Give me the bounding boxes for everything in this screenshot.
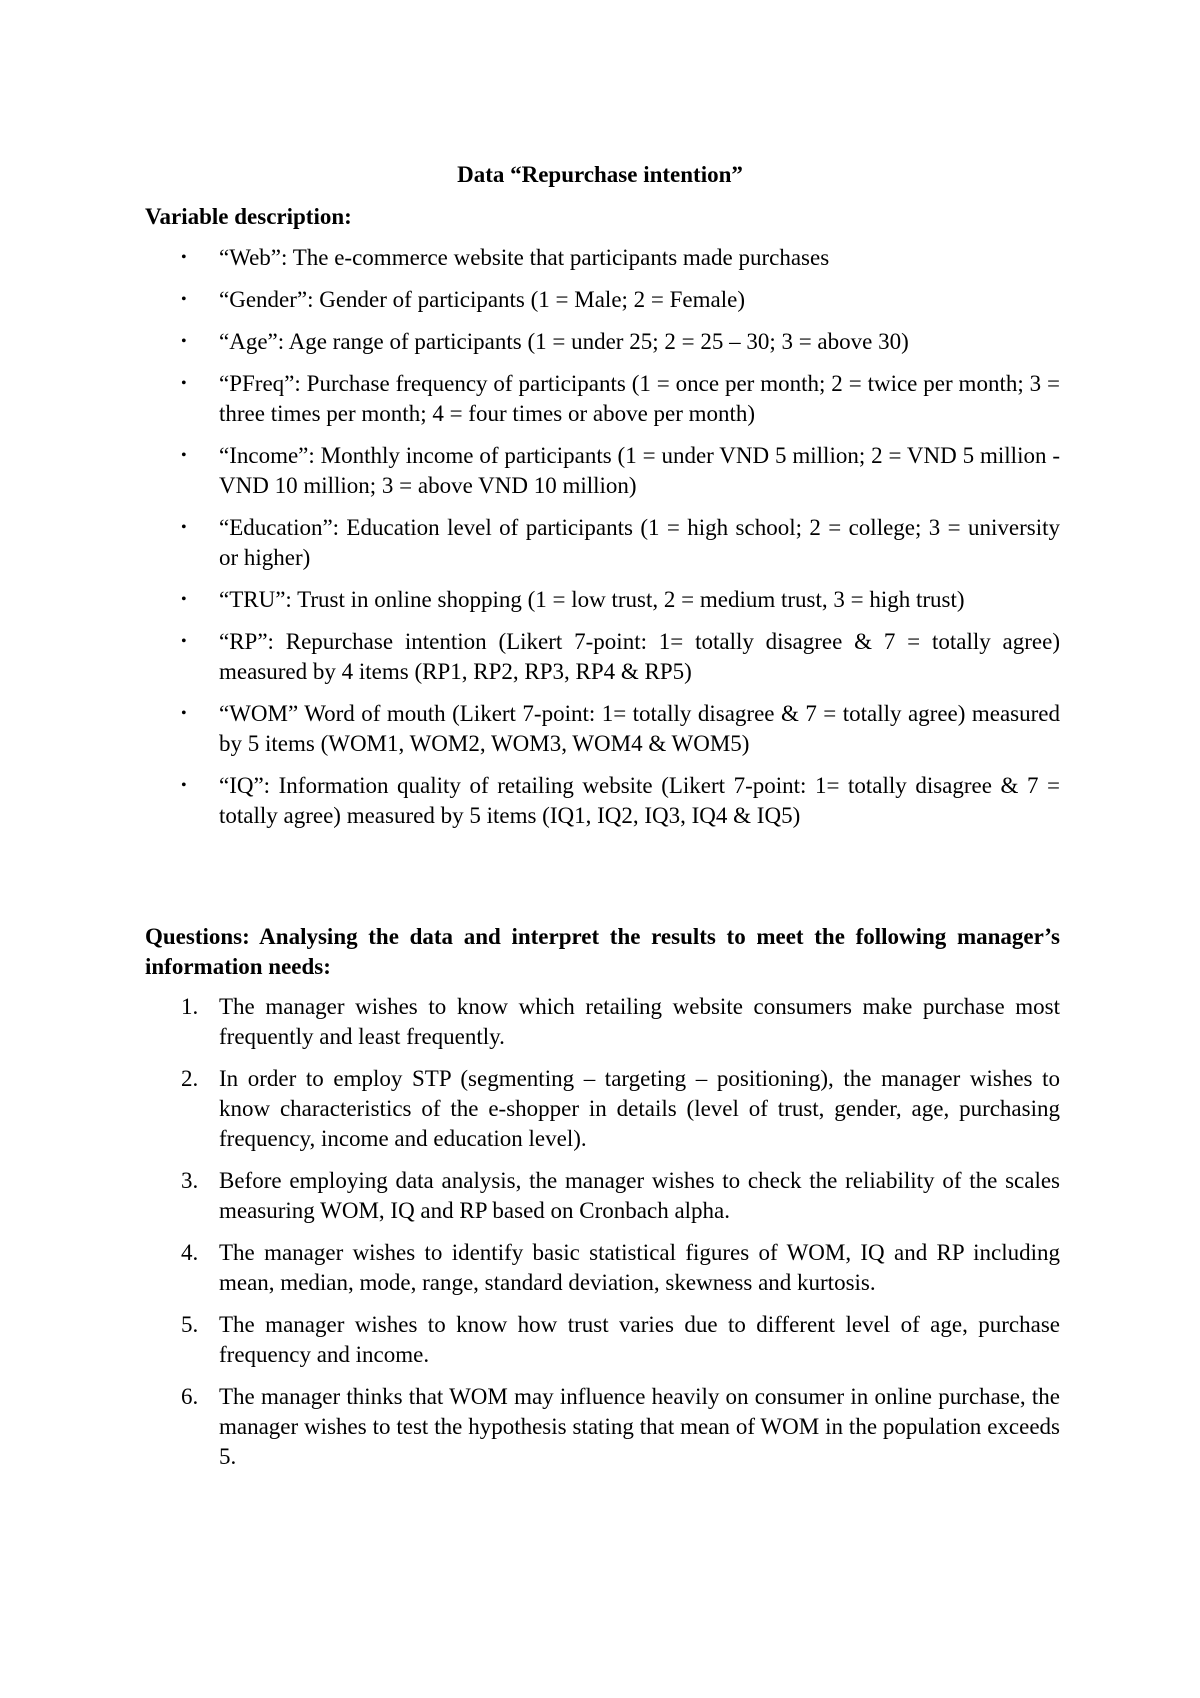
- bullet-icon: •: [181, 447, 187, 464]
- variable-text: “Age”: Age range of participants (1 = under 25; 2 = 25 – 30; 3 = above 30): [219, 329, 909, 354]
- variable-text: “Income”: Monthly income of participants (1 = under VND 5 million; 2 = VND 5 million - VND 10 million; 3 = above VND 10 million): [219, 443, 1060, 498]
- bullet-icon: •: [181, 333, 187, 350]
- bullet-icon: •: [181, 375, 187, 392]
- question-text: The manager thinks that WOM may influence heavily on consumer in online purchase, the manager wishes to test the hypothesis stating that mean of WOM in the population exceeds 5.: [219, 1384, 1060, 1469]
- variable-item-pfreq: [145, 369, 1060, 429]
- variable-text: “Gender”: Gender of participants (1 = Male; 2 = Female): [219, 287, 745, 312]
- bullet-icon: •: [181, 291, 187, 308]
- variable-item-rp: [145, 627, 1060, 687]
- question-item-3: [145, 1166, 1060, 1226]
- variable-text: “IQ”: Information quality of retailing website (Likert 7-point: 1= totally disagree & 7 = totally agree) measured by 5 items (IQ1, IQ2, IQ3, IQ4 & IQ5): [219, 773, 1060, 828]
- variable-item-education: [145, 513, 1060, 573]
- question-number: 4.: [181, 1240, 199, 1265]
- question-list: [145, 992, 1060, 1484]
- bullet-icon: •: [181, 519, 187, 536]
- bullet-icon: •: [181, 777, 187, 794]
- document-title: Data “Repurchase intention”: [457, 162, 743, 187]
- question-item-2: [145, 1064, 1060, 1154]
- question-item-6: [145, 1382, 1060, 1472]
- variable-item-gender: [145, 285, 1060, 315]
- variable-text: “Education”: Education level of participants (1 = high school; 2 = college; 3 = university or higher): [219, 515, 1060, 570]
- bullet-icon: •: [181, 633, 187, 650]
- question-text: The manager wishes to know how trust varies due to different level of age, purchase frequency and income.: [219, 1312, 1060, 1367]
- variable-item-age: [145, 327, 1060, 357]
- variable-item-wom: [145, 699, 1060, 759]
- question-text: The manager wishes to know which retailing website consumers make purchase most frequently and least frequently.: [219, 994, 1060, 1049]
- variable-description-heading: Variable description:: [145, 204, 352, 229]
- variable-item-iq: [145, 771, 1060, 831]
- question-number: 3.: [181, 1168, 199, 1193]
- variable-list: [145, 243, 1060, 843]
- question-item-5: [145, 1310, 1060, 1370]
- question-number: 2.: [181, 1066, 199, 1091]
- question-text: The manager wishes to identify basic statistical figures of WOM, IQ and RP including mean, median, mode, range, standard deviation, skewness and kurtosis.: [219, 1240, 1060, 1295]
- variable-text: “WOM” Word of mouth (Likert 7-point: 1= totally disagree & 7 = totally agree) measured by 5 items (WOM1, WOM2, WOM3, WOM4 & WOM5): [219, 701, 1060, 756]
- variable-text: “Web”: The e-commerce website that participants made purchases: [219, 245, 830, 270]
- questions-heading: Questions: Analysing the data and interpret the results to meet the following manager’s information needs:: [145, 924, 1060, 979]
- question-text: Before employing data analysis, the manager wishes to check the reliability of the scales measuring WOM, IQ and RP based on Cronbach alpha.: [219, 1168, 1060, 1223]
- question-number: 6.: [181, 1384, 199, 1409]
- variable-item-income: [145, 441, 1060, 501]
- bullet-icon: •: [181, 705, 187, 722]
- variable-text: “TRU”: Trust in online shopping (1 = low trust, 2 = medium trust, 3 = high trust): [219, 587, 965, 612]
- question-number: 1.: [181, 994, 199, 1019]
- bullet-icon: •: [181, 249, 187, 266]
- variable-item-web: [145, 243, 1060, 273]
- bullet-icon: •: [181, 591, 187, 608]
- question-number: 5.: [181, 1312, 199, 1337]
- variable-item-tru: [145, 585, 1060, 615]
- question-item-1: [145, 992, 1060, 1052]
- variable-text: “RP”: Repurchase intention (Likert 7-point: 1= totally disagree & 7 = totally agree) measured by 4 items (RP1, RP2, RP3, RP4 & RP5): [219, 629, 1060, 684]
- question-item-4: [145, 1238, 1060, 1298]
- variable-text: “PFreq”: Purchase frequency of participants (1 = once per month; 2 = twice per month; 3 = three times per month; 4 = four times or above per month): [219, 371, 1060, 426]
- question-text: In order to employ STP (segmenting – targeting – positioning), the manager wishes to know characteristics of the e-shopper in details (level of trust, gender, age, purchasing frequency, income and education level).: [219, 1066, 1060, 1151]
